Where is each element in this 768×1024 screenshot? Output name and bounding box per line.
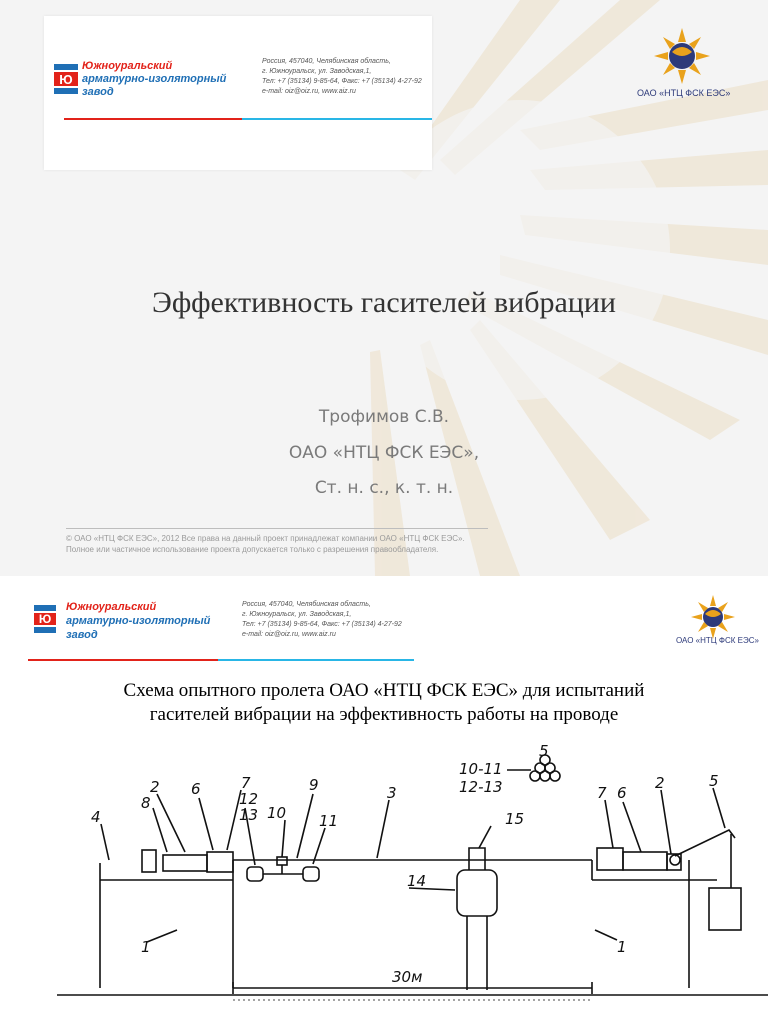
item-5-arm [675, 830, 735, 856]
label-6-left: 6 [191, 780, 201, 798]
author-degree: Ст. н. с., к. т. н. [314, 478, 454, 498]
leader-3 [377, 800, 389, 858]
corporate-sun-logo-icon [652, 26, 712, 86]
schema-title-line1: Схема опытного пролета ОАО «НТЦ ФСК ЕЭС» для испытаний [123, 680, 645, 701]
label-14: 14 [407, 872, 427, 890]
label-6-right: 6 [617, 784, 627, 802]
tension-weight [709, 888, 741, 930]
contact-street: г. Южноуральск, ул. Заводская,1, [262, 68, 372, 75]
item-7-right [597, 848, 623, 870]
label-1-right: 1 [617, 938, 627, 956]
label-5-top: 5 [539, 742, 549, 760]
company-name-line2: арматурно-изоляторный [66, 615, 211, 627]
label-12-13: 12-13 [459, 778, 503, 796]
label-10: 10 [267, 804, 287, 822]
header-stripe-red [64, 118, 242, 120]
damper-clamp [277, 857, 287, 865]
label-3: 3 [387, 784, 397, 802]
leader-8 [153, 808, 167, 852]
corporate-name: ОАО «НТЦ ФСК ЕЭС» [637, 88, 731, 98]
contact-email: e-mail: oiz@oiz.ru, www.aiz.ru [242, 631, 336, 638]
label-5-right: 5 [709, 772, 719, 790]
item-7-left [207, 852, 233, 872]
leader-1-left [147, 930, 177, 942]
item-6-right [623, 852, 667, 870]
leader-15 [479, 826, 491, 848]
leader-5-right [713, 788, 725, 828]
label-4: 4 [91, 808, 101, 826]
leader-2-right [661, 790, 671, 854]
corporate-sun-logo-icon [690, 594, 736, 640]
header-stripe-cyan [242, 118, 432, 120]
leader-6-left [199, 798, 213, 850]
label-13: 13 [239, 806, 259, 824]
test-span-diagram [57, 730, 768, 1024]
company-name-line3: завод [82, 86, 114, 98]
company-name-line1: Южноуральский [66, 601, 157, 613]
company-name-line2: арматурно-изоляторный [82, 73, 227, 85]
damper-mass-left [247, 867, 263, 881]
svg-text:Ю: Ю [59, 72, 73, 87]
pulley [670, 855, 680, 865]
label-2-left: 2 [150, 778, 160, 796]
label-8: 8 [141, 794, 151, 812]
contact-phone: Тел: +7 (35134) 9-85-64, Факс: +7 (35134) 4-27-92 [242, 621, 402, 628]
leader-11 [313, 828, 325, 864]
contact-phone: Тел: +7 (35134) 9-85-64, Факс: +7 (35134) 4-27-92 [262, 78, 422, 85]
label-7-left: 7 [241, 774, 251, 792]
contact-address: Россия, 457040, Челябинская область, [262, 58, 391, 65]
label-10-11: 10-11 [459, 760, 503, 778]
label-2-right: 2 [655, 774, 665, 792]
item-14-vibrator [457, 870, 497, 916]
header-stripe-red [28, 659, 218, 661]
label-9: 9 [309, 776, 319, 794]
copyright-line2: Полное или частичное использование проекта допускается только с разрешения правообладателя. [66, 545, 439, 554]
schema-title-line2: гасителей вибрации на эффективность работы на проводе [149, 704, 619, 725]
leader-2-left [157, 794, 185, 852]
leader-10 [282, 820, 285, 857]
item-15-rod [469, 848, 485, 870]
item-4-clamp [142, 850, 156, 872]
schema-slide [0, 576, 768, 1024]
item-8-dynamometer [163, 855, 207, 871]
label-12: 12 [239, 790, 259, 808]
leader-6-right [623, 802, 641, 852]
corporate-name: ОАО «НТЦ ФСК ЕЭС» [676, 636, 759, 645]
copyright-line1: © ОАО «НТЦ ФСК ЕЭС», 2012 Все права на данный проект принадлежат компании ОАО «НТЦ ФСК ЕЭС». [66, 534, 465, 543]
svg-text:Ю: Ю [38, 612, 52, 626]
leader-4 [101, 824, 109, 860]
damper-mass-right [303, 867, 319, 881]
label-11: 11 [319, 812, 339, 830]
leader-9 [297, 794, 313, 858]
contact-address: Россия, 457040, Челябинская область, [242, 601, 371, 608]
company-name-line1: Южноуральский [82, 60, 173, 72]
contact-street: г. Южноуральск, ул. Заводская,1, [242, 611, 352, 618]
company-name-line3: завод [66, 629, 98, 641]
footer-divider [66, 528, 488, 529]
company-header-card [28, 591, 414, 669]
company-logo-icon [34, 605, 56, 633]
company-logo-icon [54, 64, 78, 94]
vibrator-stand [467, 916, 487, 990]
label-span: 30м [392, 968, 423, 986]
contact-email: e-mail: oiz@oiz.ru, www.aiz.ru [262, 88, 356, 95]
label-1-left: 1 [141, 938, 151, 956]
slide-title: Эффективность гасителей вибрации [152, 286, 616, 319]
author-organization: ОАО «НТЦ ФСК ЕЭС», [288, 443, 480, 463]
header-stripe-cyan [218, 659, 414, 661]
label-15: 15 [505, 810, 525, 828]
company-header-card [44, 16, 432, 170]
leader-1-right [595, 930, 617, 940]
leader-7-right [605, 800, 613, 848]
label-7-right: 7 [597, 784, 607, 802]
test-span-drawing [57, 730, 768, 1024]
author-name: Трофимов С.В. [318, 407, 450, 427]
